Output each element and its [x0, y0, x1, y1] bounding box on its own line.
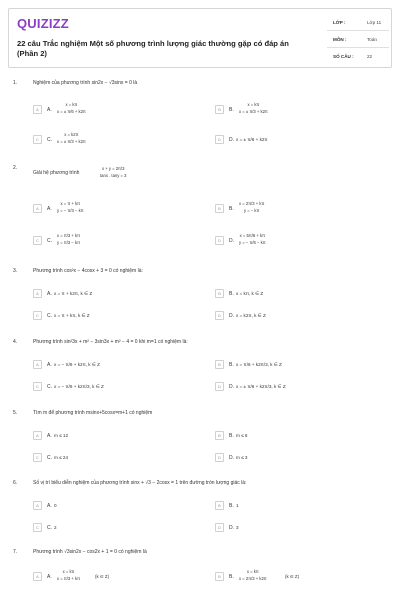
- option-answer: x = k2π, k ∈ Z: [236, 313, 266, 318]
- option-answer: [57, 200, 84, 214]
- question-text: Phương trình sin²3x + m² − 3sin3x + m² − 4 = 0 khi m=1 có nghiệm là:: [33, 339, 188, 345]
- option-checkbox[interactable]: B: [215, 431, 224, 440]
- meta-label: MÔN :: [333, 37, 347, 42]
- question-number: 2.: [13, 165, 18, 171]
- option-answer: 1: [236, 503, 239, 508]
- option-checkbox[interactable]: B: [215, 289, 224, 298]
- option-answer: x = π/6 + k2π/3, k ∈ Z: [236, 362, 282, 367]
- option-checkbox[interactable]: C: [33, 382, 42, 391]
- option-checkbox[interactable]: D: [215, 236, 224, 245]
- option-checkbox[interactable]: D: [215, 453, 224, 462]
- option-b[interactable]: [215, 426, 375, 446]
- option-d[interactable]: [215, 130, 375, 150]
- meta-value: 22: [367, 54, 373, 59]
- option-answer: x = π + k2π, k ∈ Z: [54, 291, 93, 296]
- answer-line: x = kπ: [247, 102, 260, 107]
- option-b[interactable]: [215, 100, 375, 120]
- option-b[interactable]: [215, 496, 375, 516]
- option-checkbox[interactable]: B: [215, 204, 224, 213]
- question-number: 4.: [13, 339, 18, 345]
- question-text-lead: Giải hệ phương trình: [33, 170, 80, 176]
- option-c[interactable]: [33, 130, 193, 150]
- meta-box: [327, 14, 389, 65]
- question-number: 5.: [13, 410, 18, 416]
- equation-system: [100, 165, 126, 179]
- document-title: 22 câu Trắc nghiệm Một số phương trình lượng giác thường gặp có đáp án (Phần 2): [17, 39, 289, 58]
- answer-line: x = π/3 + kπ: [57, 233, 81, 238]
- option-letter: A.: [47, 107, 52, 113]
- answer-line: x = ± π/3 + k2π: [239, 109, 268, 114]
- question-number: 3.: [13, 268, 18, 274]
- option-b[interactable]: [215, 284, 375, 304]
- option-answer: 0: [54, 503, 57, 508]
- option-checkbox[interactable]: C: [33, 135, 42, 144]
- option-letter: B.: [229, 503, 234, 509]
- option-checkbox[interactable]: D: [215, 523, 224, 532]
- option-d[interactable]: [215, 448, 375, 468]
- option-answer: 2: [54, 525, 57, 530]
- option-suffix: (k ∈ Z): [95, 574, 110, 579]
- option-letter: A.: [47, 362, 52, 368]
- option-answer: [239, 200, 264, 214]
- option-letter: C.: [47, 238, 52, 244]
- system-line: tanx . tany = 3: [100, 173, 127, 178]
- option-answer: [57, 232, 80, 246]
- option-d[interactable]: [215, 231, 375, 251]
- answer-line: x = k2π: [64, 132, 79, 137]
- question-number: 1.: [13, 80, 18, 86]
- option-checkbox[interactable]: C: [33, 523, 42, 532]
- option-a[interactable]: [33, 284, 193, 304]
- option-letter: D.: [229, 384, 234, 390]
- option-letter: C.: [47, 455, 52, 461]
- option-checkbox[interactable]: A: [33, 105, 42, 114]
- option-answer: x = − π/6 + k2π, k ∈ Z: [54, 362, 100, 367]
- option-suffix: (k ∈ Z): [285, 574, 300, 579]
- option-c[interactable]: [33, 377, 193, 397]
- option-a[interactable]: [33, 199, 193, 219]
- system-line: x + y = 2π/3: [101, 166, 125, 171]
- option-answer: [57, 568, 80, 582]
- option-checkbox[interactable]: C: [33, 236, 42, 245]
- option-c[interactable]: [33, 231, 193, 251]
- option-checkbox[interactable]: B: [215, 501, 224, 510]
- quizizz-logo: QUIZIZZ: [17, 16, 69, 31]
- option-letter: D.: [229, 525, 234, 531]
- option-checkbox[interactable]: D: [215, 382, 224, 391]
- option-answer: m ≤ 12: [54, 433, 69, 438]
- meta-value: Toán: [367, 37, 377, 42]
- option-answer: [57, 131, 86, 145]
- option-c[interactable]: [33, 518, 193, 538]
- option-checkbox[interactable]: A: [33, 572, 42, 581]
- option-letter: A.: [47, 574, 52, 580]
- meta-label: LỚP :: [333, 20, 346, 25]
- meta-row-class: [327, 14, 389, 31]
- answer-line: x = ± π/3 + k2π: [57, 139, 86, 144]
- option-d[interactable]: [215, 377, 375, 397]
- option-checkbox[interactable]: C: [33, 311, 42, 320]
- option-checkbox[interactable]: B: [215, 572, 224, 581]
- option-answer: [239, 568, 267, 582]
- option-a[interactable]: [33, 355, 193, 375]
- option-letter: A.: [47, 433, 52, 439]
- answer-line: y = − kπ: [243, 208, 260, 213]
- option-b[interactable]: [215, 355, 375, 375]
- option-letter: D.: [229, 238, 234, 244]
- option-a[interactable]: [33, 100, 193, 120]
- option-answer: m ≤ 3: [236, 455, 248, 460]
- option-letter: C.: [47, 525, 52, 531]
- option-letter: B.: [229, 574, 234, 580]
- option-d[interactable]: [215, 306, 375, 326]
- option-checkbox[interactable]: D: [215, 311, 224, 320]
- meta-value: Lớp 11: [367, 20, 382, 25]
- option-checkbox[interactable]: A: [33, 360, 42, 369]
- option-letter: D.: [229, 313, 234, 319]
- question-text: [33, 170, 79, 176]
- option-checkbox[interactable]: D: [215, 135, 224, 144]
- answer-line: x = kπ: [65, 102, 78, 107]
- option-checkbox[interactable]: A: [33, 431, 42, 440]
- option-checkbox[interactable]: C: [33, 453, 42, 462]
- option-letter: D.: [229, 455, 234, 461]
- option-letter: C.: [47, 384, 52, 390]
- meta-row-subject: [327, 31, 389, 48]
- option-answer: 3: [236, 525, 239, 530]
- option-answer: [239, 101, 268, 115]
- option-letter: B.: [229, 107, 234, 113]
- meta-label: SỐ CÂU :: [333, 54, 354, 59]
- answer-line: x = ± π/6 + k2π: [57, 109, 86, 114]
- answer-line: x = 2π/3 + k2π: [239, 576, 267, 581]
- document-header: [8, 8, 392, 68]
- option-letter: B.: [229, 433, 234, 439]
- question-number: 7.: [13, 549, 18, 555]
- option-answer: x = ± π/6 + k2π: [236, 137, 268, 142]
- option-letter: A.: [47, 206, 52, 212]
- answer-line: y = − π/6 − kπ: [239, 240, 266, 245]
- option-a[interactable]: [33, 496, 193, 516]
- option-checkbox[interactable]: A: [33, 501, 42, 510]
- option-letter: B.: [229, 291, 234, 297]
- option-answer: x = − π/6 + k2π/3, k ∈ Z: [54, 384, 104, 389]
- option-d[interactable]: [215, 518, 375, 538]
- question-text: Tìm m để phương trình msinx+5cosx=m+1 có nghiệm: [33, 410, 153, 416]
- option-checkbox[interactable]: A: [33, 204, 42, 213]
- answer-line: y = − π/3 − kπ: [57, 208, 84, 213]
- option-letter: C.: [47, 313, 52, 319]
- option-b[interactable]: [215, 199, 375, 219]
- option-a[interactable]: [33, 426, 193, 446]
- answer-line: y = π/3 − kπ: [57, 240, 81, 245]
- option-c[interactable]: [33, 306, 193, 326]
- option-checkbox[interactable]: B: [215, 360, 224, 369]
- option-letter: B.: [229, 362, 234, 368]
- option-answer: m ≤ 6: [236, 433, 248, 438]
- answer-line: x = π/3 + kπ: [57, 576, 81, 581]
- option-letter: A.: [47, 291, 52, 297]
- question-text: Phương trình cos²x − 4cosx + 3 = 0 có nghiệm là:: [33, 268, 143, 274]
- option-letter: D.: [229, 137, 234, 143]
- answer-line: x = kπ: [62, 569, 75, 574]
- question-text: Số vị trí biểu diễn nghiệm của phương trình sinx + √3 − 2cosx = 1 trên đường tròn lượng giác là:: [33, 480, 247, 486]
- option-c[interactable]: [33, 448, 193, 468]
- option-answer: x = kπ, k ∈ Z: [236, 291, 264, 296]
- question-number: 6.: [13, 480, 18, 486]
- option-answer: m ≤ 24: [54, 455, 69, 460]
- answer-line: x = 5π/6 + kπ: [239, 233, 265, 238]
- option-letter: B.: [229, 206, 234, 212]
- option-answer: x = ± π/6 + k2π/3, k ∈ Z: [236, 384, 286, 389]
- option-b[interactable]: [215, 567, 375, 587]
- option-answer: [57, 101, 86, 115]
- question-text: Nghiệm của phương trình sin2x − √3sinx = 0 là: [33, 80, 138, 86]
- option-answer: x = π + kπ, k ∈ Z: [54, 313, 90, 318]
- meta-row-count: [327, 48, 389, 65]
- answer-line: x = 2π/3 + kπ: [239, 201, 265, 206]
- question-text: Phương trình √3sin2x − cos2x + 1 = 0 có nghiệm là: [33, 549, 147, 555]
- option-checkbox[interactable]: B: [215, 105, 224, 114]
- option-checkbox[interactable]: A: [33, 289, 42, 298]
- option-letter: A.: [47, 503, 52, 509]
- answer-line: x = kπ: [246, 569, 259, 574]
- answer-line: x = π + kπ: [60, 201, 81, 206]
- option-answer: [239, 232, 266, 246]
- option-a[interactable]: [33, 567, 193, 587]
- option-letter: C.: [47, 137, 52, 143]
